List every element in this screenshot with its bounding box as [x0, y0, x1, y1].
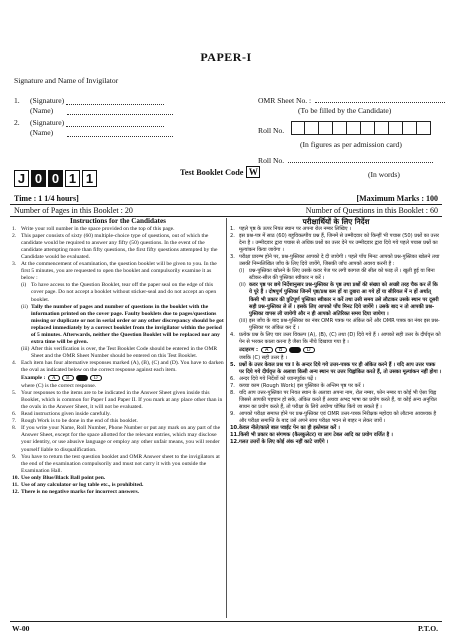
hi-item-4: प्रत्येक प्रश्न के लिए चार उत्तर विकल्प (A), (B), (C) तथा (D) दिये गये हैं । आपको सही उत्तर के दीर्घवृत्त को पेन से भरकर काला करना है जैसा कि नीचे दिखाया गया है ।: [239, 331, 441, 345]
column-divider: [226, 218, 227, 618]
invigilator-heading: Signature and Name of Invigilator: [14, 76, 119, 85]
option-c-oval-filled: [289, 347, 301, 353]
option-c-oval-filled: [76, 375, 88, 381]
footer-pto: P.T.O.: [417, 624, 438, 633]
test-booklet-code: Test Booklet Code W: [180, 166, 260, 178]
hi-item-3-ii: कवर पृष्ठ पर छपे निर्देशानुसार प्रश्न-पुस्तिका के पृष्ठ तथा प्रश्नों की संख्या को अच्छी तरह चैक कर लें कि ये पूरे हैं । दोषपूर्ण पुस्तिका जिनमें पृष्ठ/प्रश्न कम हों या दुबारा आ गये हों या सीरियल में न हों अर्थात् किसी भी प्रकार की त्रुटिपूर्ण पुस्तिका स्वीकार न करें तथा उसी समय उसे लौटाकर उसके स्थान पर दूसरी सही प्रश्न-पुस्तिका ले लें । इसके लिए आपको पाँच मिनट दिये जायेंगे । उसके बाद न तो आपकी प्रश्न-पुस्तिका वापस ली जायेगी और न ही आपको अतिरिक्त समय दिया जायेगा ।: [249, 282, 439, 317]
hi-item-7: कच्चा काम (Rough Work) इस पुस्तिका के अन्तिम पृष्ठ पर करें ।: [239, 383, 365, 390]
en-item-6: Read instructions given inside carefully.: [21, 411, 111, 418]
pages-count: Number of Pages in this Booklet : 20: [14, 206, 133, 215]
hi-item-6: अन्दर दिये गये निर्देशों को ध्यानपूर्वक पढ़ें ।: [239, 376, 317, 383]
hi-item-8: यदि आप उत्तर-पुस्तिका पर नियत स्थान के अलावा अपना नाम, रोल नम्बर, फोन नम्बर या कोई भी ऐसा चिह्न जिससे आपकी पहचान हो सके, अंकित करते हैं अथवा अभद्र भाषा का प्रयोग करते हैं, या कोई अन्य अनुचित साधन का प्रयोग करते हैं, तो परीक्षा के लिये अयोग्य घोषित किये जा सकते हैं ।: [239, 390, 437, 411]
roll-no-label: Roll No.: [258, 126, 285, 135]
en-item-8: If you write your Name, Roll Number, Phone Number or put any mark on any part of the Answer Sheet, except for the space allotted for the relevant entries, which may disclose your identity, or use abusive language or employ any other unfair means, you will render yourself liable to disqualification.: [21, 425, 221, 453]
max-marks: [Maximum Marks : 100: [356, 194, 438, 203]
en-item-3-i: To have access to the Question Booklet, tear off the paper seal on the edge of this cover page. Do not accept a booklet without sticker-seal and do not accept an open booklet.: [31, 282, 217, 303]
hi-item-9: आपको परीक्षा समाप्त होने पर प्रश्न-पुस्तिका एवं OMR उत्तर-पत्रक निरीक्षक महोदय को लौटाना आवश्यक है और परीक्षा समाप्ति के बाद उसे अपने साथ परीक्षा भवन से बाहर न लेकर जायें ।: [239, 411, 437, 425]
hi-item-11: किसी भी प्रकार का संगणक (कैलकुलेटर) या लाग टेबल आदि का प्रयोग वर्जित है ।: [239, 432, 393, 439]
hi-item-12: गलत उत्तरों के लिए कोई अंक नहीं काटे जाएँगे ।: [239, 439, 329, 446]
en-item-5: Your responses to the items are to be indicated in the Answer Sheet given inside this Booklet, which is common for Paper I and Paper II. If you mark at any place other than in the ovals in the Answer Sheet, it will not be evaluated.: [21, 390, 223, 411]
hi-item-3: परीक्षा प्रारम्भ होने पर, प्रश्न-पुस्तिका आपको दे दी जायेगी । पहले पाँच मिनट आपको प्रश्न-पुस्तिका खोलने तथा उसकी निम्नलिखित जाँच के लिए दिये जायेंगे, जिसकी जाँच आपको अवश्य करनी है :: [239, 254, 440, 268]
hi-example-note: जबकि (C) सही उत्तर है ।: [239, 354, 288, 361]
option-b-oval: B: [62, 375, 74, 381]
en-item-3-ii: Tally the number of pages and number of questions in the booklet with the information printed on the cover page. Faulty booklets due to pages/questions missing or duplicate or not in serial order or any other discrepancy should be got replaced immediately by a correct booklet from the invigilator within the period of 5 minutes. Afterwards, neither the Question Booklet will be replaced nor any extra time will be given.: [31, 303, 224, 345]
invigilator-2-name: (Name): [30, 128, 173, 137]
en-item-4: Each item has four alternative responses marked (A), (B), (C) and (D). You have to darken the oval as indicated below on the correct response against each item.: [21, 359, 224, 373]
invigilator-1-name: (Name): [30, 106, 173, 115]
footer-code: W-00: [12, 624, 30, 633]
hindi-heading: परीक्षार्थियों के लिए निर्देश: [302, 217, 370, 226]
en-item-12: There is no negative marks for incorrect answers.: [21, 488, 140, 495]
english-instructions: Instructions for the Candidates 1. Write your roll number in the space provided on the top of this page. 2. This paper consists of sixty (60) multiple-choice type of questions, out of which the candidate would be required to answer any fifty (50) questions. In the event of the candidate attempting more than fifty questions, the first fifty questions attempted by the Candidate would be evaluated. 3. At the commencement of examination, the question booklet will be given to you. In the first 5 minutes, you are requested to open the booklet and compulsorily examine it as below : (i) To have access to the Question Booklet, tear off the paper seal on the edge of this cover page. Do not accept a booklet without sticker-seal and do not accept an open booklet. (ii) Tally the number of pages and number of questions in the booklet with the information printed on the cover page. Faulty booklets due to pages/questions missing or duplicate or not in serial order or any other discrepancy should be got replaced immediately by a correct booklet from the invigilator within the period of 5 minutes. Afterwards, neither the Question Booklet will be replaced nor any extra time will be given. (iii) After this verification is over, the Test Booklet Code should be entered in the OMR Sheet and the OMR Sheet Number should be entered on this Test Booklet. 4. Each item has four alternative responses marked (A), (B), (C) and (D). You have to darken the oval as indicated below on the correct response against each item. Example : A B D where (C) is the correct response. 5. Your responses to the items are to be indicated in the Answer Sheet given inside this Booklet, which is common for Paper I and Paper II. If you mark at any place other than in the ovals in the Answer Sheet, it will not be evaluated. 6. Read instructions given inside carefully. 7. Rough Work is to be done in the end of this booklet. 8. If you write your Name, Roll Number, Phone Number or put any mark on any part of the Answer Sheet, except for the space allotted for the relevant entries, which may disclose your identity, or use abusive language or employ any other unfair means, you will render yourself liable to disqualification. 9. You have to return the test question booklet and OMR Answer sheet to the invigilators at the end of the examination compulsorily and must not carry it with you outside the Examination Hall. 10. Use only Blue/Black Ball point pen. 11. Use of any calculator or log table etc., is prohibited. 12. There is no negative marks for incorrect answers.: [12, 217, 224, 495]
hindi-instructions: परीक्षार्थियों के लिए निर्देश 1. पहले पृष्ठ के ऊपर नियत स्थान पर अपना रोल नम्बर लिखिए । 2. इस प्रश्न-पत्र में साठ (60) बहुविकल्पीय प्रश्न हैं, जिनमें से उम्मीदवार को किन्हीं भी पचास (50) प्रश्नों का उत्तर देना है । उम्मीदवार द्वारा पचास से अधिक प्रश्नों का उत्तर देने पर उम्मीदवार द्वारा दिये गये पहले पचास प्रश्नों का मूल्यांकन किया जायेगा । 3. परीक्षा प्रारम्भ होने पर, प्रश्न-पुस्तिका आपको दे दी जायेगी । पहले पाँच मिनट आपको प्रश्न-पुस्तिका खोलने तथा उसकी निम्नलिखित जाँच के लिए दिये जायेंगे, जिसकी जाँच आपको अवश्य करनी है : (i) प्रश्न-पुस्तिका खोलने के लिए उसके कवर पेज पर लगी कागज की सील को फाड़ लें । खुली हुई या बिना स्टीकर-सील की पुस्तिका स्वीकार न करें । (ii) कवर पृष्ठ पर छपे निर्देशानुसार प्रश्न-पुस्तिका के पृष्ठ तथा प्रश्नों की संख्या को अच्छी तरह चैक कर लें कि ये पूरे हैं । दोषपूर्ण पुस्तिका जिनमें पृष्ठ/प्रश्न कम हों या दुबारा आ गये हों या सीरियल में न हों अर्थात् किसी भी प्रकार की त्रुटिपूर्ण पुस्तिका स्वीकार न करें तथा उसी समय उसे लौटाकर उसके स्थान पर दूसरी सही प्रश्न-पुस्तिका ले लें । इसके लिए आपको पाँच मिनट दिये जायेंगे । उसके बाद न तो आपकी प्रश्न-पुस्तिका वापस ली जायेगी और न ही आपको अतिरिक्त समय दिया जायेगा । (iii) इस जाँच के बाद प्रश्न-पुस्तिका का नंबर OMR पत्रक पर अंकित करें और OMR पत्रक का नंबर इस प्रश्न-पुस्तिका पर अंकित कर दें । 4. प्रत्येक प्रश्न के लिए चार उत्तर विकल्प (A), (B), (C) तथा (D) दिये गये हैं । आपको सही उत्तर के दीर्घवृत्त को पेन से भरकर काला करना है जैसा कि नीचे दिखाया गया है । उदाहरण : A B D जबकि (C) सही उत्तर है । 5. प्रश्नों के उत्तर केवल प्रश्न पत्र I के अन्दर दिये गये उत्तर-पत्रक पर ही अंकित करने हैं । यदि आप उत्तर पत्रक पर दिये गये दीर्घवृत्त के अलावा किसी अन्य स्थान पर उत्तर चिह्नांकित करते हैं, तो उसका मूल्यांकन नहीं होगा । 6. अन्दर दिये गये निर्देशों को ध्यानपूर्वक पढ़ें । 7. कच्चा काम (Rough Work) इस पुस्तिका के अन्तिम पृष्ठ पर करें । 8. यदि आप उत्तर-पुस्तिका पर नियत स्थान के अलावा अपना नाम, रोल नम्बर, फोन नम्बर या कोई भी ऐसा चिह्न जिससे आपकी पहचान हो सके, अंकित करते हैं अथवा अभद्र भाषा का प्रयोग करते हैं, या कोई अन्य अनुचित साधन का प्रयोग करते हैं, तो परीक्षा के लिये अयोग्य घोषित किये जा सकते हैं । 9. आपको परीक्षा समाप्त होने पर प्रश्न-पुस्तिका एवं OMR उत्तर-पत्रक निरीक्षक महोदय को लौटाना आवश्यक है और परीक्षा समाप्ति के बाद उसे अपने साथ परीक्षा भवन से बाहर न लेकर जायें । 10. केवल नीले/काले बाल प्वाईंट पेन का ही इस्तेमाल करें । 11. किसी भी प्रकार का संगणक (कैलकुलेटर) या लाग टेबल आदि का प्रयोग वर्जित है । 12. गलत उत्तरों के लिए कोई अंक नहीं काटे जाएँगे ।: [230, 217, 442, 446]
roll-no-words-field[interactable]: Roll No.: [258, 156, 433, 165]
hi-item-1: पहले पृष्ठ के ऊपर नियत स्थान पर अपना रोल नम्बर लिखिए ।: [239, 226, 352, 233]
option-a-oval: A: [261, 347, 273, 353]
en-item-3: At the commencement of examination, the question booklet will be given to you. In the first 5 minutes, you are requested to open the booklet and compulsorily examine it as below :: [21, 261, 217, 282]
paper-title: PAPER-I: [200, 50, 252, 64]
hi-item-2: इस प्रश्न-पत्र में साठ (60) बहुविकल्पीय प्रश्न हैं, जिनमें से उम्मीदवार को किन्हीं भी पचास (50) प्रश्नों का उत्तर देना है । उम्मीदवार द्वारा पचास से अधिक प्रश्नों का उत्तर देने पर उम्मीदवार द्वारा दिये गये पहले पचास प्रश्नों का मूल्यांकन किया जायेगा ।: [239, 233, 439, 254]
en-item-7: Rough Work is to be done in the end of this booklet.: [21, 418, 138, 425]
hi-item-3-i: प्रश्न-पुस्तिका खोलने के लिए उसके कवर पेज पर लगी कागज की सील को फाड़ लें । खुली हुई या बिना स्टीकर-सील की पुस्तिका स्वीकार न करें ।: [249, 268, 435, 282]
option-a-oval: A: [48, 375, 60, 381]
paper-code: J 0 0 1 1: [14, 170, 99, 187]
en-item-11: Use of any calculator or log table etc., is prohibited.: [21, 481, 144, 488]
questions-count: Number of Questions in this Booklet : 60: [305, 206, 438, 215]
roll-no-hint: (In figures as per admission card): [300, 140, 402, 149]
footer-divider: [10, 621, 442, 622]
en-item-3-iii: After this verification is over, the Test Booklet Code should be entered in the OMR Sheet and the OMR Sheet Number should be entered on this Test Booklet.: [31, 345, 218, 359]
roll-no-words-hint: (In words): [368, 170, 400, 179]
en-example-note: where (C) is the correct response.: [21, 383, 97, 390]
omr-hint: (To be filled by the Candidate): [298, 106, 392, 115]
omr-sheet-field[interactable]: OMR Sheet No. :: [258, 96, 445, 105]
en-item-9: You have to return the test question booklet and OMR Answer sheet to the invigilators at the end of the examination compulsorily and must not carry it with you outside the Examination Hall.: [21, 453, 220, 474]
invigilator-1-signature: 1. (Signature): [14, 96, 164, 105]
divider-top: [10, 204, 442, 205]
hi-item-5: प्रश्नों के उत्तर केवल प्रश्न पत्र I के अन्दर दिये गये उत्तर-पत्रक पर ही अंकित करने हैं । यदि आप उत्तर पत्रक पर दिये गये दीर्घवृत्त के अलावा किसी अन्य स्थान पर उत्तर चिह्नांकित करते हैं, तो उसका मूल्यांकन नहीं होगा ।: [239, 361, 442, 375]
time-allowed: Time : 1 1/4 hours]: [14, 194, 79, 203]
hi-item-3-iii: इस जाँच के बाद प्रश्न-पुस्तिका का नंबर OMR पत्रक पर अंकित करें और OMR पत्रक का नंबर इस प्रश्न-पुस्तिका पर अंकित कर दें ।: [249, 317, 440, 331]
en-example-row: Example : A B D: [12, 375, 224, 382]
invigilator-2-signature: 2. (Signature): [14, 118, 164, 127]
en-item-10: Use only Blue/Black Ball point pen.: [21, 474, 106, 481]
option-d-oval: D: [303, 347, 315, 353]
en-item-2: This paper consists of sixty (60) multiple-choice type of questions, out of which the candidate would be required to answer any fifty (50) questions. In the event of the candidate attempting more than fifty questions, the first fifty questions attempted by the Candidate would be evaluated.: [21, 233, 218, 261]
roll-no-boxes[interactable]: [291, 121, 431, 135]
english-heading: Instructions for the Candidates: [70, 217, 166, 225]
hi-item-10: केवल नीले/काले बाल प्वाईंट पेन का ही इस्तेमाल करें ।: [239, 425, 340, 432]
option-d-oval: D: [90, 375, 102, 381]
option-b-oval: B: [275, 347, 287, 353]
en-item-1: Write your roll number in the space provided on the top of this page.: [21, 226, 175, 233]
hi-example-row: उदाहरण : A B D: [230, 347, 442, 354]
